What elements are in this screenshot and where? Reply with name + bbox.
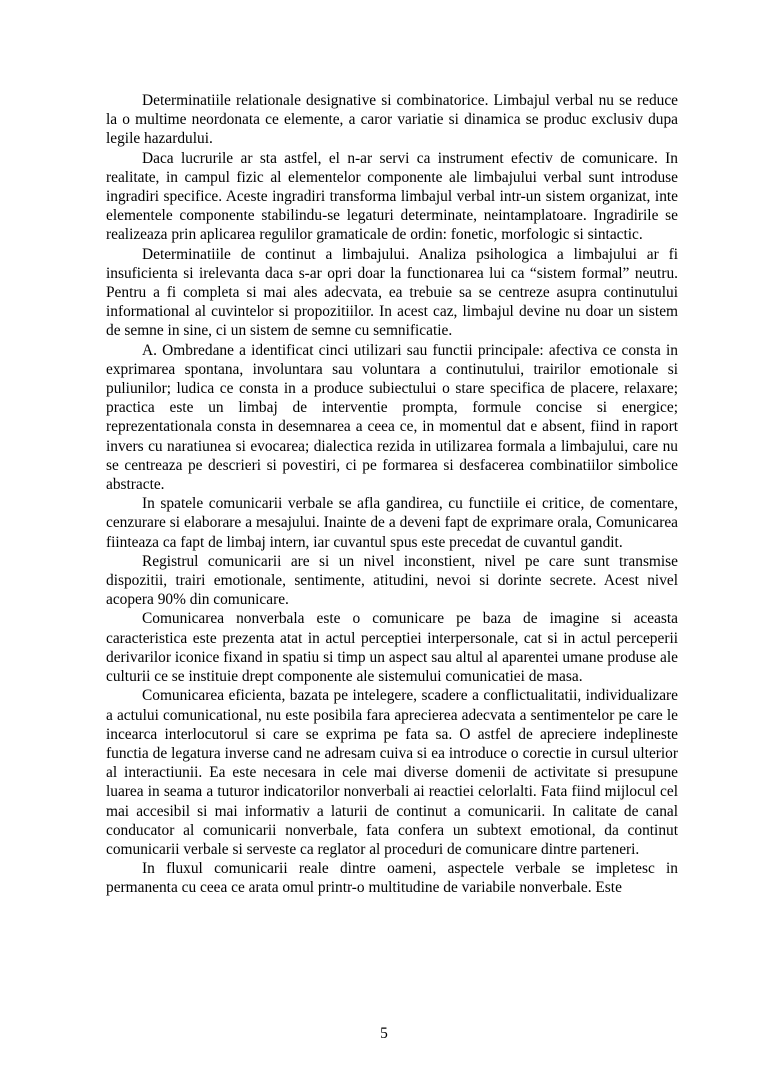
paragraph-unconscious-level: Registrul comunicarii are si un nivel inconstient, nivel pe care sunt transmise dispozitii, trairi emotionale, sentimente, atitudini, nevoi si dorinte secrete. Acest nivel acopera 90% din comunicare. [106, 552, 678, 609]
paragraph-grammatical-constraints: Daca lucrurile ar sta astfel, el n-ar servi ca instrument efectiv de comunicare. In realitate, in campul fizic al elementelor componente ale limbajului verbal sunt introduse ingradiri specifice. Aceste ingradiri transforma limbajul verbal intr-un sistem organizat, inte elementele componente stabilindu-se legaturi determinate, neintamplatoare. Ingradirile se realizeaza prin aplicarea regulilor gramaticale de ordin: fonetic, morfologic si sintactic. [106, 149, 678, 244]
paragraph-nonverbal-communication: Comunicarea nonverbala este o comunicare pe baza de imagine si aceasta caracteristica este prezenta atat in actul perceptiei interpersonale, cat si in actul perceperii derivarilor iconice fixand in spatiu si timp un aspect sau altul al aparentei umane produse ale culturii ce se instituie drept componente ale sistemului comunicatiei de masa. [106, 610, 678, 686]
paragraph-efficient-communication: Comunicarea eficienta, bazata pe intelegere, scadere a conflictualitatii, individualizare a actului comunicational, nu este posibila fara aprecierea adecvata a sentimentelor pe care le incearca interlocutorul si care se exprima pe fata sa. O astfel de apreciere indeplineste functia de legatura inverse cand ne adresam cuiva si ea introduce o corectie in cursul ulterior al interactiunii. Ea este necesara in cele mai diverse domenii de activitate si presupune luarea in seama a tuturor indicatorilor nonverbali ai reactiei celorlalti. Fata fiind mijlocul cel mai accesibil si mai informativ a laturii de continut a comunicarii. In calitate de canal conducator al comunicarii nonverbale, fata confera un subtext emotional, da continut comunicarii verbale si serveste ca reglator al proceduri de comunicare dintre parteneri. [106, 687, 678, 858]
paragraph-verbal-nonverbal-flow: In fluxul comunicarii reale dintre oameni, aspectele verbale se impletesc in permanenta cu ceea ce arata omul printr-o multitudine de variabile nonverbale. Este [106, 860, 678, 897]
paragraph-ombredane-functions: A. Ombredane a identificat cinci utilizari sau functii principale: afectiva ce consta in exprimarea spontana, involuntara sau voluntara a continutului, trairilor emotionale si puliunilor; ludica ce consta in a produce subiectului o stare specifica de placere, relaxare; practica este un limbaj de interventie prompta, formule concise si energice; reprezentationala consta in desemnarea a ceea ce, in momentul dat e absent, fiind in raport invers cu naratiunea si evocarea; dialectica rezida in utilizarea formala a limbajului, care nu se centreaza pe descrieri si povestiri, ci pe formarea si desfacerea combinatiilor simbolice abstracte. [106, 341, 678, 494]
paragraph-content-determinations: Determinatiile de continut a limbajului. Analiza psihologica a limbajului ar fi insuficienta si irelevanta daca s-ar opri doar la functionarea lui ca “sistem formal” neutru. Pentru a fi completa si mai ales adecvata, ea trebuie sa se centreze asupra continutului informational al cuvintelor si propozitiilor. In acest caz, limbajul devine nu doar un sistem de semne in sine, ci un sistem de semne cu semnificatie. [106, 245, 678, 340]
paragraph-thinking-behind-speech: In spatele comunicarii verbale se afla gandirea, cu functiile ei critice, de comentare, cenzurare si elaborare a mesajului. Inainte de a deveni fapt de exprimare orala, Comunicarea fiinteaza ca fapt de limbaj intern, iar cuvantul spus este precedat de cuvantul gandit. [106, 495, 678, 551]
page-body [106, 91, 678, 898]
page-number: 5 [380, 1025, 388, 1042]
paragraph-designative-determinations: Determinatiile relationale designative si combinatorice. Limbajul verbal nu se reduce la o multime neordonata ce elemente, a caror variatie si dinamica se produc exclusiv dupa legile hazardului. [106, 92, 678, 148]
